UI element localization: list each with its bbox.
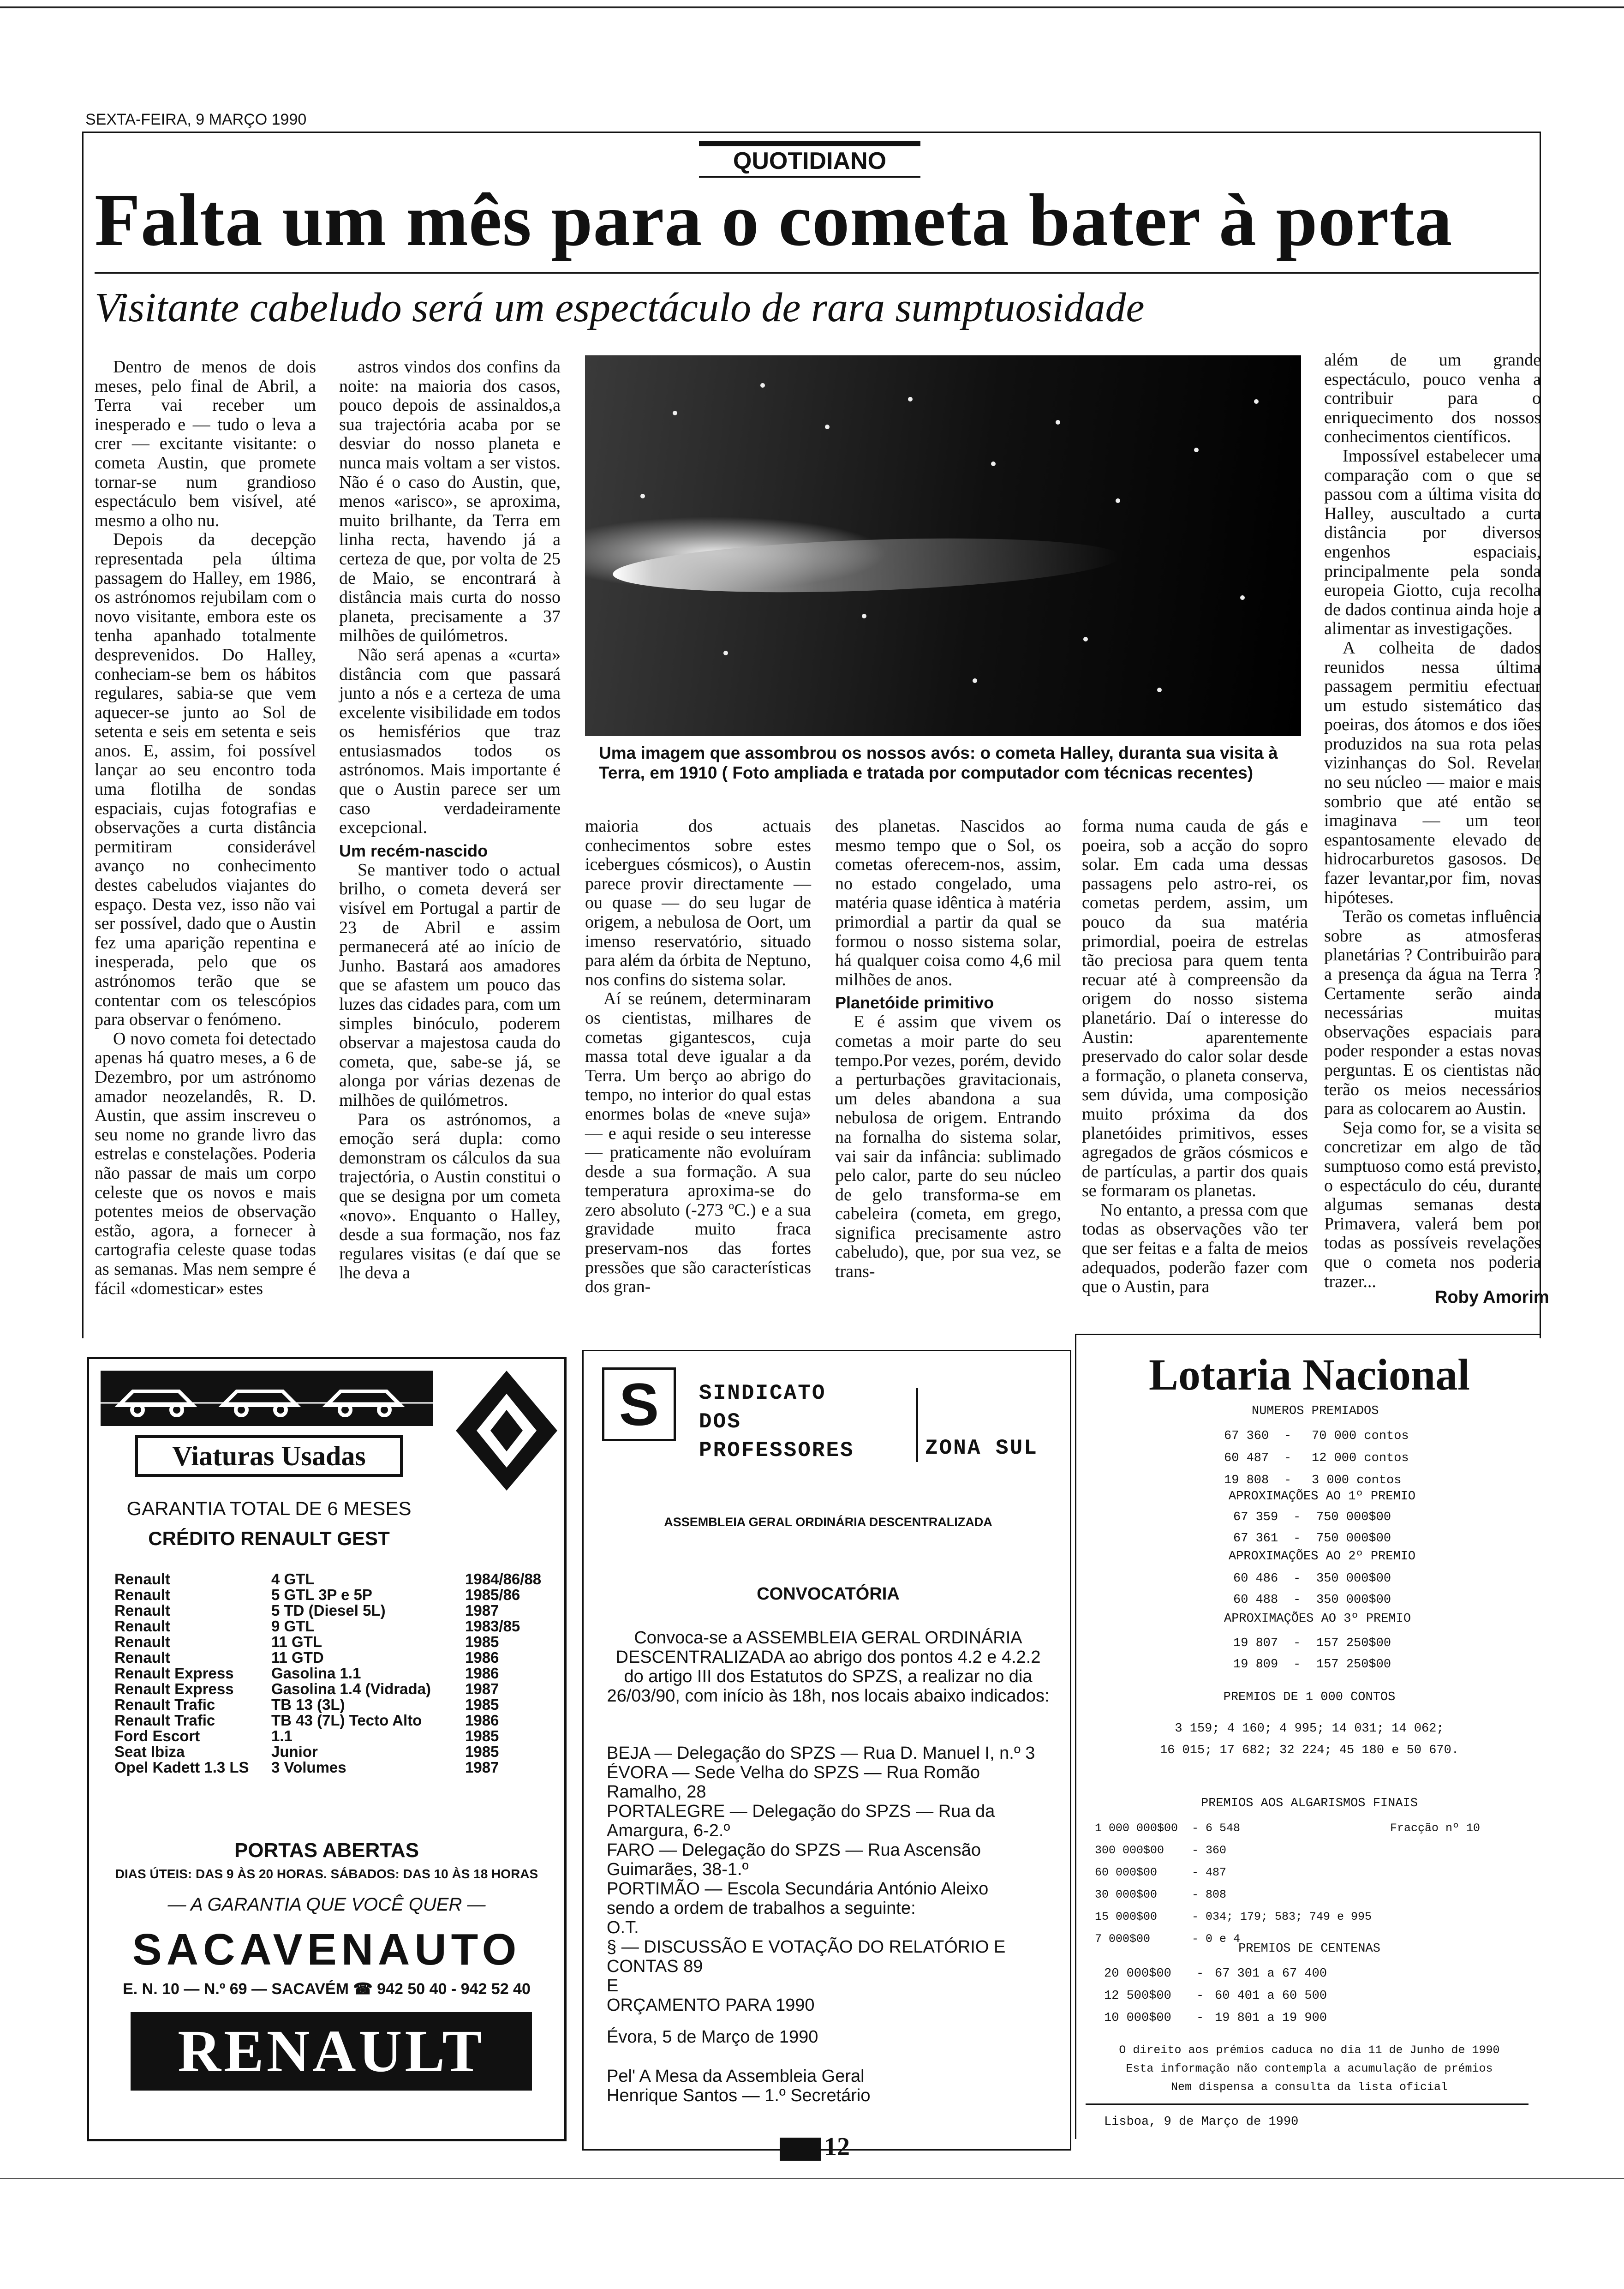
approx1-row — [1233, 1507, 1464, 1528]
star — [723, 651, 728, 655]
paragraph: O novo cometa foi detectado apenas há quatro meses, a 6 de Dezembro, por um astrónomo amador neozelandês, R. D. Austin, que assim inscreveu o seu nome no grande livro das estrelas e constelações. Poderia não passar de mais um corpo celeste que os novos e mais potentes meios de observação estão, agora, a fornecer à cartografia celeste quase todas as semanas. Mas nem sempre é fácil «domesticar» estes — [95, 1029, 316, 1298]
car-row-cell: 11 GTL — [271, 1633, 322, 1650]
place: FARO — Delegação do SPZS — Rua Ascensão Guimarães, 38-1.º — [607, 1840, 981, 1879]
running-head-date: SEXTA-FEIRA, 9 MARÇO 1990 — [85, 111, 307, 128]
lottery-notes: O direito aos prémios caduca no dia 11 de Junho de 1990 Esta informação não contempla a acumulação de prémios Nem dispensa a consulta da lista oficial — [1119, 2043, 1500, 2094]
page-number: 12 — [780, 2132, 850, 2162]
car-row — [114, 1650, 557, 1666]
car-row-cell: Gasolina 1.4 (Vidrada) — [271, 1680, 431, 1697]
lottery-footer: Lisboa, 9 de Março de 1990 — [1104, 2115, 1299, 2129]
paragraph: astros vindos dos confins da noite: na maioria dos casos, pouco depois de assinaldos,a sua trajectória acaba por se desviar do nosso planeta e nunca mais voltam a ser vistos. Não é o caso do Austin, que, menos «arisco», se aproxima, muito brilhante, da Terra em linha recta, havendo já a certeza de que, por volta de 25 de Maio, se encontrará à distância mais curta do nosso planeta, precisamente a 37 milhões de quilómetros. — [339, 357, 561, 646]
paragraph: forma numa cauda de gás e poeira, sob a acção do sopro solar. Em cada uma dessas passagens pelo astro-rei, os cometas perdem, assim, um pouco da sua matéria primordial, poeira de estrelas tão preciosa para quem tenta recuar até à compreensão da origem do nosso sistema planetário. Daí o interesse do Austin: aparentemente preservado do calor solar desde a formação, o planeta conserva, sem dúvida, uma composição muito próxima da dos planetóides primitivos, esses agregados de grãos cósmicos e de partículas, a partir dos quais se formaram os planetas. — [1082, 816, 1308, 1201]
car-row-cell: 1986 — [465, 1712, 499, 1729]
winner-row-cell: - — [1284, 1451, 1292, 1465]
car-row-cell: 9 GTL — [271, 1618, 315, 1635]
car-row-cell: Renault Trafic — [114, 1696, 215, 1713]
paragraph: Aí se reúnem, determinaram os cientistas, milhares de cometas gigantescos, cuja massa total deve igualar a da Terra. Um berço ao abrigo do tempo, no interior do qual estas enormes bolas de «neve suja» — e aqui reside o seu interesse — praticamente não evoluíram desde a sua formação. A sua temperatura aproxima-se do zero absoluto (-273 ºC.) e a sua gravidade muito fraca preservam-nos das fortes pressões que são características dos gran- — [585, 989, 811, 1297]
car-row — [114, 1618, 557, 1634]
approx2-title: APROXIMAÇÕES AO 2º PREMIO — [1229, 1550, 1416, 1564]
signature: Pel' A Mesa da Assembleia Geral Henrique Santos — 1.º Secretário — [607, 2067, 871, 2105]
paragraph: Terão os cometas influência sobre as atmosferas planetárias ? Contribuirão para a presença da água na Terra ? Certamente serão ainda necessárias muitas observações espaciais para poder responder a estas novas perguntas. E os cientistas não terão os meios necessários para as colocarem ao Austin. — [1324, 907, 1541, 1119]
approx1-row — [1233, 1528, 1464, 1549]
star — [1194, 448, 1199, 452]
final-row-cell: - — [1192, 1844, 1199, 1857]
agenda-item: § — DISCUSSÃO E VOTAÇÃO DO RELATÓRIO E CONTAS 89 — [607, 1937, 1006, 1976]
winner-row — [1224, 1425, 1455, 1447]
agenda-item: ORÇAMENTO PARA 1990 — [607, 1995, 815, 2015]
paragraph: Impossível estabelecer uma comparação com o que se passou com a última visita do Halley, auscultado a curta distância por diversos engenhos espaciais, principalmente pela sonda europeia Giotto, cuja recolha de dados continua ainda hoje a alimentar as investigações. — [1324, 446, 1541, 639]
comet-photo — [585, 355, 1301, 736]
approx2-row-cell: - — [1293, 1593, 1301, 1607]
dealer-address: E. N. 10 — N.º 69 — SACAVÉM ☎ 942 50 40 - 942 52 40 — [123, 1980, 531, 1998]
car-row-cell: Renault — [114, 1649, 171, 1666]
star — [1157, 688, 1162, 692]
place: PORTALEGRE — Delegação do SPZS — Rua da Amargura, 6-2.º — [607, 1802, 995, 1840]
subheadline: Visitante cabeludo será um espectáculo de rara sumptuosidade — [95, 285, 1145, 330]
car-row-cell: Renault Trafic — [114, 1712, 215, 1729]
hundreds-row — [1104, 1985, 1473, 2007]
car-row-cell: 1.1 — [271, 1727, 293, 1744]
approx2-row-cell: 350 000$00 — [1316, 1572, 1391, 1586]
hundreds-row-cell: - — [1196, 1989, 1204, 2003]
car-row-cell: 1985 — [465, 1633, 499, 1650]
winner-row-cell: 60 487 — [1224, 1451, 1269, 1465]
final-title: PREMIOS AOS ALGARISMOS FINAIS — [1201, 1797, 1418, 1810]
article-column-3 — [585, 817, 811, 1297]
assembly-label: ASSEMBLEIA GERAL ORDINÁRIA DESCENTRALIZADA — [664, 1515, 992, 1529]
final-row-cell: Fracção nº 10 — [1390, 1822, 1481, 1835]
car-row-cell: Junior — [271, 1743, 318, 1760]
star — [1240, 595, 1245, 600]
hundreds-row-cell: 12 500$00 — [1104, 1989, 1171, 2003]
paragraph: A colheita de dados reunidos nessa última passagem permitiu efectuar um estudo sistemático das poeiras, dos átomos e dos iões produzidos na sua rota pelas vizinhanças do Sol. Revelar no seu núcleo — maior e mais sombrio que até então se imaginava — um teor espantosamente elevado de hidrocarburetos gasosos. De fazer levantar,por fim, novas hipóteses. — [1324, 638, 1541, 907]
star — [908, 397, 913, 401]
car-row-cell: 1987 — [465, 1680, 499, 1697]
star — [1116, 498, 1120, 503]
final-row-cell — [1390, 1862, 1510, 1884]
final-row-cell: 30 000$00 — [1095, 1888, 1158, 1901]
hundreds-row-cell: 19 801 a 19 900 — [1215, 2011, 1327, 2025]
car-row-cell: Gasolina 1.1 — [271, 1665, 361, 1682]
article-column-6 — [1324, 351, 1541, 1291]
car-row — [114, 1634, 557, 1650]
car-row-cell: 1985/86 — [465, 1586, 520, 1603]
car-row — [114, 1587, 557, 1603]
final-row — [1095, 1862, 1510, 1884]
car-row — [114, 1713, 557, 1728]
hundreds-row-cell: 10 000$00 — [1104, 2011, 1171, 2025]
approx2-row — [1233, 1568, 1464, 1589]
article-column-5 — [1082, 817, 1308, 1297]
winner-row-cell: - — [1284, 1429, 1292, 1443]
car-row-cell: Opel Kadett 1.3 LS — [114, 1759, 249, 1776]
bottom-rule — [0, 2178, 1624, 2179]
author-byline: Roby Amorim — [1435, 1288, 1549, 1307]
car-row-cell: TB 13 (3L) — [271, 1696, 345, 1713]
comet-tail — [612, 531, 1121, 599]
final-row — [1095, 1884, 1510, 1906]
final-row-cell: 360 — [1206, 1844, 1227, 1857]
car-row — [114, 1728, 557, 1744]
convocation-title: CONVOCATÓRIA — [757, 1584, 900, 1604]
car-icon — [101, 1371, 433, 1426]
car-row-cell: Renault Express — [114, 1680, 234, 1697]
publication-logo — [780, 2138, 821, 2161]
section-label: QUOTIDIANO — [699, 141, 920, 178]
approx3-row-cell: 157 250$00 — [1316, 1636, 1391, 1650]
divider — [916, 1388, 918, 1462]
thousand-list-1: 3 159; 4 160; 4 995; 14 031; 14 062; — [1175, 1722, 1444, 1736]
approx3-row-cell: - — [1293, 1636, 1301, 1650]
approx2-row-cell: 60 486 — [1233, 1572, 1278, 1586]
winner-row — [1224, 1447, 1455, 1469]
car-row-cell: Seat Ibiza — [114, 1743, 185, 1760]
article-column-4 — [835, 817, 1061, 1282]
final-row-cell: 034; 179; 583; 749 e 995 — [1206, 1910, 1372, 1923]
hundreds-row-cell: 60 401 a 60 500 — [1215, 1989, 1327, 2003]
signature-date: Évora, 5 de Março de 1990 — [607, 2027, 818, 2047]
final-row-cell: - — [1192, 1822, 1199, 1835]
car-row — [114, 1697, 557, 1713]
paragraph: Para os astrónomos, a emoção será dupla: como demonstram os cálculos da sua trajectória, o Austin constitui o que se designa por um cometa «novo». Enquanto o Halley, desde a sua formação, nos faz regulares visitas (e daí que se lhe deva a — [339, 1109, 561, 1283]
agenda-item: O.T. — [607, 1918, 639, 1937]
renault-ad — [87, 1357, 567, 2141]
final-row-cell: 60 000$00 — [1095, 1866, 1158, 1879]
guarantee-text: GARANTIA TOTAL DE 6 MESES — [126, 1498, 412, 1519]
paragraph: des planetas. Nascidos ao mesmo tempo que o Sol, os cometas oferecem-nos, assim, no estado congelado, uma matéria quase idêntica à matéria primordial a partir da qual se formou o nosso sistema solar, há qualquer coisa como 4,6 mil milhões de anos. — [835, 816, 1061, 989]
winners-list — [1224, 1425, 1455, 1492]
star — [673, 411, 677, 415]
final-row-cell: 7 000$00 — [1095, 1932, 1151, 1946]
final-row-cell: - — [1192, 1932, 1199, 1946]
car-row — [114, 1681, 557, 1697]
slogan: — A GARANTIA QUE VOCÊ QUER — — [167, 1894, 486, 1915]
renault-diamond-logo — [454, 1368, 560, 1493]
approx1-list — [1233, 1507, 1464, 1549]
final-row-cell: 0 e 4 — [1206, 1932, 1241, 1946]
car-row-cell: Renault — [114, 1570, 171, 1588]
meeting-places — [607, 1744, 1050, 2015]
renault-brand-banner: RENAULT — [131, 2012, 532, 2091]
paragraph: E é assim que vivem os cometas a moir parte do seu tempo.Por vezes, porém, devido a perturbações gravitacionais, um deles abandona a sua nebulosa de origem. Entrando na fornalha do sistema solar, vai sair da infância: sublimado pelo calor, parte do seu núcleo de gelo transforma-se em cabeleira (cometa, em grego, significa precisamente astro cabeludo), que, por sua vez, se trans- — [835, 1012, 1061, 1282]
approx3-row-cell: 157 250$00 — [1316, 1658, 1391, 1672]
final-list — [1095, 1817, 1510, 1950]
final-row — [1095, 1906, 1510, 1928]
winner-row-cell: 12 000 contos — [1312, 1451, 1409, 1465]
headline: Falta um mês para o cometa bater à porta — [95, 179, 1453, 262]
car-row-cell: 1986 — [465, 1665, 499, 1682]
thousand-title: PREMIOS DE 1 000 CONTOS — [1223, 1690, 1396, 1704]
approx2-row — [1233, 1589, 1464, 1611]
star — [1254, 399, 1259, 404]
place: PORTIMÃO — Escola Secundária António Aleixo — [607, 1879, 989, 1899]
paragraph: maioria dos actuais conhecimentos sobre estes icebergues cósmicos), o Austin parece provir directamente — ou quase — do seu lugar de origem, a nebulosa de Oort, um imenso reservatório, situado para além da órbita de Neptuno, nos confins do sistema solar. — [585, 816, 811, 989]
final-row-cell: - — [1192, 1866, 1199, 1879]
car-row — [114, 1666, 557, 1681]
winner-row-cell: 3 000 contos — [1312, 1474, 1402, 1487]
car-row-cell: 1986 — [465, 1649, 499, 1666]
approx2-list — [1233, 1568, 1464, 1611]
approx3-row-cell: 19 809 — [1233, 1658, 1278, 1672]
final-row-cell — [1390, 1884, 1510, 1906]
open-doors-text: PORTAS ABERTAS — [234, 1839, 419, 1862]
union-zone: ZONA SUL — [925, 1436, 1038, 1460]
hundreds-title: PREMIOS DE CENTENAS — [1238, 1942, 1380, 1956]
approx1-row-cell: 67 359 — [1233, 1510, 1278, 1524]
car-row — [114, 1571, 557, 1587]
car-row-cell: 1987 — [465, 1759, 499, 1776]
final-row-cell: 15 000$00 — [1095, 1910, 1158, 1923]
star — [760, 383, 765, 388]
approx2-row-cell: 60 488 — [1233, 1593, 1278, 1607]
hundreds-row-cell: 67 301 a 67 400 — [1215, 1967, 1327, 1981]
hundreds-row — [1104, 1963, 1473, 1985]
star — [640, 494, 645, 498]
article-column-2 — [339, 358, 561, 1283]
car-row-cell: 5 TD (Diesel 5L) — [271, 1602, 386, 1619]
winner-row-cell: 19 808 — [1224, 1474, 1269, 1487]
article-column-1 — [95, 358, 316, 1298]
top-rule — [0, 6, 1624, 8]
winners-title: NUMEROS PREMIADOS — [1252, 1404, 1379, 1418]
agenda-item: E — [607, 1976, 619, 1995]
car-row-cell: 11 GTD — [271, 1649, 324, 1666]
final-row-cell: 300 000$00 — [1095, 1844, 1164, 1857]
lotaria-ad — [1075, 1334, 1541, 2139]
approx1-row-cell: - — [1293, 1532, 1301, 1546]
car-row-cell: 1983/85 — [465, 1618, 520, 1635]
headline-rule — [95, 272, 1539, 274]
approx3-row-cell: - — [1293, 1658, 1301, 1672]
car-row-cell: 1985 — [465, 1743, 499, 1760]
agenda-intro: sendo a ordem de trabalhos a seguinte: — [607, 1899, 916, 1918]
final-row-cell: 1 000 000$00 — [1095, 1822, 1178, 1835]
paragraph: Se mantiver todo o actual brilho, o cometa deverá ser visível em Portugal a partir de 23 de Abril e assim permanecerá até ao início de Junho. Bastará aos amadores que se afastem um pouco das luzes das cidades para, com um simples binóculo, poderem observar a majestosa cauda do cometa, que, sabe-se já, se alonga por várias dezenas de milhões de quilómetros. — [339, 860, 561, 1110]
approx3-row — [1233, 1654, 1464, 1675]
final-row — [1095, 1840, 1510, 1862]
final-row-cell: - — [1192, 1910, 1199, 1923]
crosshead: Um recém-nascido — [339, 841, 488, 860]
hundreds-list — [1104, 1963, 1473, 2029]
hundreds-row-cell: - — [1196, 1967, 1204, 1981]
final-row-cell: 487 — [1206, 1866, 1227, 1879]
thousand-list-2: 16 015; 17 682; 32 224; 45 180 e 50 670. — [1159, 1744, 1459, 1757]
approx3-list — [1233, 1633, 1464, 1675]
final-row-cell: 6 548 — [1206, 1822, 1241, 1835]
crosshead: Planetóide primitivo — [835, 993, 994, 1013]
star — [862, 614, 866, 618]
credit-text: CRÉDITO RENAULT GEST — [148, 1528, 390, 1549]
car-row-cell: Renault — [114, 1633, 171, 1650]
car-row-cell: TB 43 (7L) Tecto Alto — [271, 1712, 422, 1729]
approx1-row-cell: 67 361 — [1233, 1532, 1278, 1546]
paragraph: Depois da decepção representada pela última passagem do Halley, em 1986, os astrónomos rejubilam com o novo visitante, embora este os tenha apanhado totalmente desprevenidos. Do Halley, conheciam-se bem os hábitos regulares, sabia-se que vem aquecer-se junto ao Sol de setenta e seis em setenta e seis anos. E, assim, foi possível lançar ao seu encontro toda uma flotilha de sondas espaciais, cujas fotografias e observações a curta distância permitiram considerável avanço no conhecimento destes cabeludos viajantes do espaço. Desta vez, isso não vai ser possível, dado que o Austin fez uma aparição repentina e inesperada, pelo que os astrónomos terão que se contentar com os telescópios para observar o fenómeno. — [95, 530, 316, 1030]
final-row — [1095, 1817, 1510, 1840]
car-row-cell: 4 GTL — [271, 1570, 315, 1588]
car-row-cell: Renault — [114, 1586, 171, 1603]
approx2-row-cell: - — [1293, 1572, 1301, 1586]
cars-banner — [101, 1371, 433, 1426]
car-row-cell: 5 GTL 3P e 5P — [271, 1586, 372, 1603]
car-row — [114, 1760, 557, 1775]
approx1-row-cell: - — [1293, 1510, 1301, 1524]
spzs-logo: S — [602, 1367, 676, 1441]
car-list — [114, 1571, 557, 1775]
star — [1056, 420, 1060, 425]
approx2-row-cell: 350 000$00 — [1316, 1593, 1391, 1607]
hundreds-row-cell: - — [1196, 2011, 1204, 2025]
approx1-row-cell: 750 000$00 — [1316, 1532, 1391, 1546]
lottery-footer-rule — [1086, 2103, 1528, 2105]
approx1-row-cell: 750 000$00 — [1316, 1510, 1391, 1524]
car-row — [114, 1744, 557, 1760]
used-cars-title: Viaturas Usadas — [135, 1435, 403, 1477]
winner-row-cell: - — [1284, 1474, 1292, 1487]
car-row-cell: Renault Express — [114, 1665, 234, 1682]
paragraph: Seja como for, se a visita se concretizar em algo de tão sumptuoso como está previsto, o espectáculo do céu, durante algumas semanas desta Primavera, valerá bem por todas as possíveis revelações que o cometa nos poderia trazer... — [1324, 1118, 1541, 1291]
approx3-row-cell: 19 807 — [1233, 1636, 1278, 1650]
final-row-cell — [1390, 1840, 1510, 1862]
car-row-cell: 1985 — [465, 1696, 499, 1713]
winner-row — [1224, 1469, 1455, 1492]
paragraph: Não será apenas a «curta» distância com que passará junto a nós e a certeza de uma excelente visibilidade em todos os hemisférios que traz entusiasmados todos os astrónomos. Mais importante é que o Austin parece ser um caso verdadeiramente excepcional. — [339, 645, 561, 838]
hundreds-row — [1104, 2007, 1473, 2029]
paragraph: além de um grande espectáculo, pouco venha a contribuir para o enriquecimento dos nossos conhecimentos científicos. — [1324, 350, 1541, 447]
car-row-cell: 1984/86/88 — [465, 1570, 542, 1588]
photo-caption: Uma imagem que assombrou os nossos avós: o cometa Halley, duranta sua visita à Terra, em 1910 ( Foto ampliada e tratada por computador com técnicas recentes) — [599, 743, 1278, 782]
approx3-row — [1233, 1633, 1464, 1654]
winner-row-cell: 67 360 — [1224, 1429, 1269, 1443]
final-row-cell — [1390, 1906, 1510, 1928]
final-row-cell: 808 — [1206, 1888, 1227, 1901]
car-row-cell: Renault — [114, 1602, 171, 1619]
final-row-cell: - — [1192, 1888, 1199, 1901]
union-name: SINDICATO DOS PROFESSORES — [699, 1381, 854, 1462]
car-row-cell: 3 Volumes — [271, 1759, 346, 1776]
place: ÉVORA — Sede Velha do SPZS — Rua Romão Ramalho, 28 — [607, 1763, 980, 1802]
approx3-title: APROXIMAÇÕES AO 3º PREMIO — [1224, 1612, 1411, 1626]
star — [973, 678, 977, 683]
car-row-cell: Ford Escort — [114, 1727, 200, 1744]
approx1-title: APROXIMAÇÕES AO 1º PREMIO — [1229, 1490, 1416, 1504]
opening-hours: DIAS ÚTEIS: DAS 9 ÀS 20 HORAS. SÁBADOS: DAS 10 ÀS 18 HORAS — [115, 1867, 538, 1881]
spzs-ad — [582, 1350, 1071, 2151]
lotaria-title: Lotaria Nacional — [1149, 1350, 1470, 1399]
convocation-body: Convoca-se a ASSEMBLEIA GERAL ORDINÁRIA DESCENTRALIZADA ao abrigo dos pontos 4.2 e 4.2.2 do artigo III dos Estatutos do SPZS, a realizar no dia 26/03/90, com início às 18h, nos locais abaixo indicados: — [607, 1628, 1050, 1706]
place: BEJA — Delegação do SPZS — Rua D. Manuel I, n.º 3 — [607, 1744, 1035, 1763]
paragraph: Dentro de menos de dois meses, pelo final de Abril, a Terra vai receber um inesperado e — tudo o leva a crer — excitante visitante: o cometa Austin, que promete tornar-se num grandioso espectáculo bem visível, até mesmo a olho nu. — [95, 357, 316, 530]
winner-row-cell: 70 000 contos — [1312, 1429, 1409, 1443]
car-row-cell: 1987 — [465, 1602, 499, 1619]
dealer-name: SACAVENAUTO — [132, 1925, 521, 1974]
car-row-cell: 1985 — [465, 1727, 499, 1744]
paragraph: No entanto, a pressa com que todas as observações vão ter que ser feitas e a falta de meios adequados, poderão fazer com que o Austin, para — [1082, 1200, 1308, 1297]
car-row-cell: Renault — [114, 1618, 171, 1635]
car-row — [114, 1603, 557, 1618]
star — [991, 461, 996, 466]
star — [1083, 637, 1088, 641]
hundreds-row-cell: 20 000$00 — [1104, 1967, 1171, 1981]
star — [825, 425, 830, 429]
